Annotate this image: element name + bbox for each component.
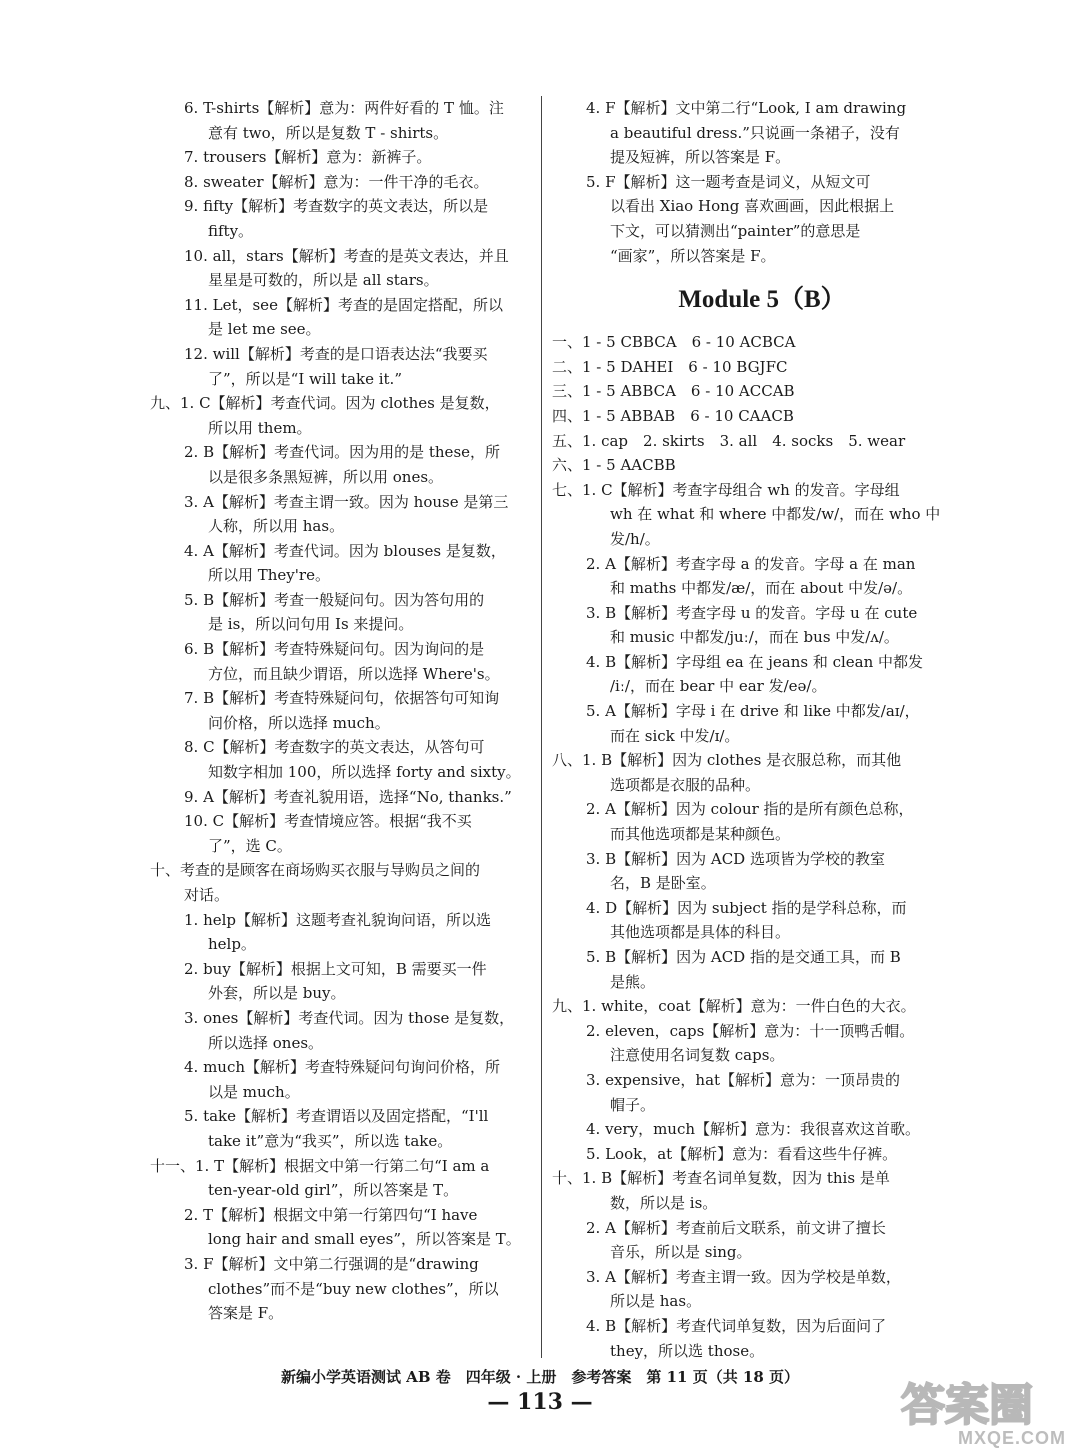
text-line: 9. fifty【解析】考查数字的英文表达，所以是 — [184, 197, 489, 216]
text-line: 2. buy【解析】根据上文可知，B 需要买一件 — [184, 959, 487, 978]
text-line: take it”意为“我买”，所以选 take。 — [208, 1131, 453, 1150]
text-line: 方位，而且缺少谓语，所以选择 Where's。 — [208, 664, 500, 683]
text-line: 12. will【解析】考查的是口语表达法“我要买 — [184, 344, 488, 363]
module-heading: Module 5（B） — [678, 286, 846, 314]
text-line: 十、1. B【解析】考查名词单复数，因为 this 是单 — [552, 1169, 890, 1188]
text-line: 3. expensive，hat【解析】意为：一顶昂贵的 — [586, 1070, 901, 1089]
text-line: 5. F【解析】这一题考查是词义，从短文可 — [586, 172, 871, 191]
text-line: 人称，所以用 has。 — [208, 517, 345, 536]
text-line: 7. B【解析】考查特殊疑问句，依据答句可知询 — [184, 689, 500, 708]
text-line: 以看出 Xiao Hong 喜欢画画，因此根据上 — [610, 197, 895, 216]
text-line: 是 let me see。 — [208, 320, 321, 339]
text-line: 是 is，所以问句用 Is 来提问。 — [208, 615, 414, 634]
text-line: 以是很多条黑短裤，所以用 ones。 — [208, 467, 444, 486]
text-line: 十一、1. T【解析】根据文中第一行第二句“I am a — [150, 1156, 490, 1175]
text-line: clothes”而不是“buy new clothes”，所以 — [208, 1279, 499, 1298]
text-line: 7. trousers【解析】意为：新裤子。 — [184, 148, 432, 167]
text-line: 知数字相加 100，所以选择 forty and sixty。 — [208, 763, 521, 782]
text-line: 10. all，stars【解析】考查的是英文表达，并且 — [184, 246, 509, 265]
text-line: 4. D【解析】因为 subject 指的是学科总称，而 — [586, 898, 907, 917]
text-line: 所以选择 ones。 — [208, 1033, 324, 1052]
text-line: 答案是 F。 — [208, 1304, 284, 1323]
text-line: 所以用 them。 — [208, 418, 312, 437]
text-line: 所以是 has。 — [610, 1292, 702, 1311]
text-line: 6. T-shirts【解析】意为：两件好看的 T 恤。注 — [184, 99, 504, 117]
text-line: 十、考查的是顾客在商场购买衣服与导购员之间的 — [150, 861, 481, 880]
text-line: 了”，选 C。 — [208, 836, 292, 855]
text-line: 选项都是衣服的品种。 — [610, 775, 761, 794]
text-line: 提及短裤，所以答案是 F。 — [610, 148, 791, 167]
column-divider — [541, 96, 542, 1358]
text-line: 名，B 是卧室。 — [610, 874, 716, 893]
text-line: 是熊。 — [610, 972, 656, 991]
text-line: 三、1 - 5 ABBCA 6 - 10 ACCAB — [552, 382, 795, 401]
text-line: 3. A【解析】考查主谓一致。因为 house 是第三 — [184, 492, 509, 511]
text-line: 外套，所以是 buy。 — [208, 984, 346, 1003]
right-column-top — [552, 96, 972, 268]
text-line: 而在 sick 中发/ɪ/。 — [610, 726, 740, 745]
text-line: 8. sweater【解析】意为：一件干净的毛衣。 — [184, 172, 489, 191]
text-line: 2. A【解析】因为 colour 指的是所有颜色总称， — [586, 800, 914, 819]
text-line: 2. B【解析】考查代词。因为用的是 these，所 — [184, 443, 501, 462]
watermark-url: MXQE.COM — [957, 1428, 1066, 1448]
text-line: 8. C【解析】考查数字的英文表达，从答句可 — [184, 738, 485, 757]
text-line: 发/h/。 — [610, 529, 660, 548]
text-line: 和 maths 中都发/æ/，而在 about 中发/ə/。 — [610, 579, 913, 598]
text-line: 而其他选项都是某种颜色。 — [610, 825, 791, 844]
text-line: fifty。 — [208, 221, 254, 240]
text-line: “画家”，所以答案是 F。 — [610, 246, 776, 265]
text-line: 5. take【解析】考查谓语以及固定搭配，“I'll — [184, 1107, 489, 1126]
text-line: 二、1 - 5 DAHEI 6 - 10 BGJFC — [552, 357, 788, 376]
text-line: 2. A【解析】考查前后文联系，前文讲了擅长 — [586, 1218, 886, 1237]
text-line: 11. Let，see【解析】考查的是固定搭配，所以 — [184, 295, 503, 314]
text-line: 和 music 中都发/juː/，而在 bus 中发/ʌ/。 — [610, 628, 899, 647]
text-line: 了”，所以是“I will take it.” — [208, 369, 402, 388]
text-line: 音乐，所以是 sing。 — [610, 1243, 752, 1262]
right-column — [552, 96, 972, 1363]
text-line: 4. A【解析】考查代词。因为 blouses 是复数， — [184, 541, 506, 560]
text-line: a beautiful dress.”只说画一条裙子，没有 — [610, 123, 900, 142]
text-line: 5. B【解析】因为 ACD 指的是交通工具，而 B — [586, 948, 901, 966]
text-line: 3. B【解析】考查字母 u 的发音。字母 u 在 cute — [586, 603, 918, 622]
text-line: 3. ones【解析】考查代词。因为 those 是复数， — [184, 1008, 515, 1027]
text-line: 1. help【解析】这题考查礼貌询问语，所以选 — [184, 910, 492, 929]
text-line: 9. A【解析】考查礼貌用语，选择“No, thanks.” — [184, 787, 512, 806]
text-line: 九、1. white，coat【解析】意为：一件白色的大衣。 — [552, 997, 916, 1016]
right-column-bottom — [552, 330, 972, 1363]
text-line: 四、1 - 5 ABBAB 6 - 10 CAACB — [552, 406, 794, 425]
text-line: 5. A【解析】字母 i 在 drive 和 like 中都发/aɪ/， — [586, 702, 920, 721]
text-line: 4. B【解析】字母组 ea 在 jeans 和 clean 中都发 — [586, 652, 924, 671]
text-line: wh 在 what 和 where 中都发/w/，而在 who 中 — [610, 505, 941, 524]
text-line: 数，所以是 is。 — [610, 1193, 718, 1212]
text-line: 帽子。 — [610, 1095, 656, 1114]
text-line: help。 — [208, 935, 256, 954]
text-line: 以是 much。 — [208, 1082, 300, 1101]
text-line: 4. F【解析】文中第二行“Look, I am drawing — [586, 99, 907, 117]
left-column — [150, 96, 535, 1326]
text-line: 10. C【解析】考查情境应答。根据“我不买 — [184, 812, 472, 831]
text-line: 2. T【解析】根据文中第一行第四句“I have — [184, 1205, 478, 1224]
text-line: long hair and small eyes”，所以答案是 T。 — [208, 1230, 521, 1249]
text-line: 八、1. B【解析】因为 clothes 是衣服总称，而其他 — [552, 751, 902, 770]
text-line: 5. B【解析】考查一般疑问句。因为答句用的 — [184, 590, 485, 609]
text-line: 3. F【解析】文中第二行强调的是“drawing — [184, 1254, 479, 1273]
text-line: 其他选项都是具体的科目。 — [610, 923, 791, 942]
text-line: 意有 two，所以是复数 T - shirts。 — [208, 123, 449, 142]
text-line: 5. Look，at【解析】意为：看看这些牛仔裤。 — [586, 1144, 898, 1163]
footer-text: 新编小学英语测试 AB 卷 四年级 · 上册 参考答案 第 11 页（共 18 页） — [280, 1368, 800, 1386]
page-number: — 113 — — [487, 1389, 593, 1415]
svg-text:答案圈: 答案圈 — [901, 1380, 1033, 1431]
text-line: 2. eleven，caps【解析】意为：十一顶鸭舌帽。 — [586, 1021, 915, 1040]
text-line: 3. B【解析】因为 ACD 选项皆为学校的教室 — [586, 849, 885, 868]
text-line: 六、1 - 5 AACBB — [552, 456, 676, 475]
text-line: 星星是可数的，所以是 all stars。 — [208, 271, 439, 290]
text-line: 对话。 — [184, 886, 230, 904]
text-line: 一、1 - 5 CBBCA 6 - 10 ACBCA — [552, 333, 796, 352]
text-line: /iː/，而在 bear 中 ear 发/eə/。 — [610, 677, 827, 696]
text-line: 4. B【解析】考查代词单复数，因为后面问了 — [586, 1316, 887, 1335]
text-line: 4. much【解析】考查特殊疑问句询问价格，所 — [184, 1058, 501, 1077]
text-line: 4. very，much【解析】意为：我很喜欢这首歌。 — [586, 1120, 921, 1139]
text-line: ten-year-old girl”，所以答案是 T。 — [208, 1181, 459, 1200]
text-line: 注意使用名词复数 caps。 — [610, 1046, 785, 1065]
text-line: they，所以选 those。 — [610, 1341, 765, 1360]
text-line: 2. A【解析】考查字母 a 的发音。字母 a 在 man — [586, 554, 916, 573]
text-line: 所以用 They're。 — [208, 566, 330, 585]
text-line: 五、1. cap 2. skirts 3. all 4. socks 5. wear — [552, 431, 906, 450]
text-line: 3. A【解析】考查主谓一致。因为学校是单数， — [586, 1267, 901, 1286]
text-line: 问价格，所以选择 much。 — [208, 713, 390, 732]
text-line: 九、1. C【解析】考查代词。因为 clothes 是复数， — [150, 394, 500, 413]
text-line: 6. B【解析】考查特殊疑问句。因为询问的是 — [184, 640, 485, 659]
text-line: 七、1. C【解析】考查字母组合 wh 的发音。字母组 — [552, 480, 900, 499]
text-line: 下文，可以猜测出“painter”的意思是 — [610, 221, 861, 240]
